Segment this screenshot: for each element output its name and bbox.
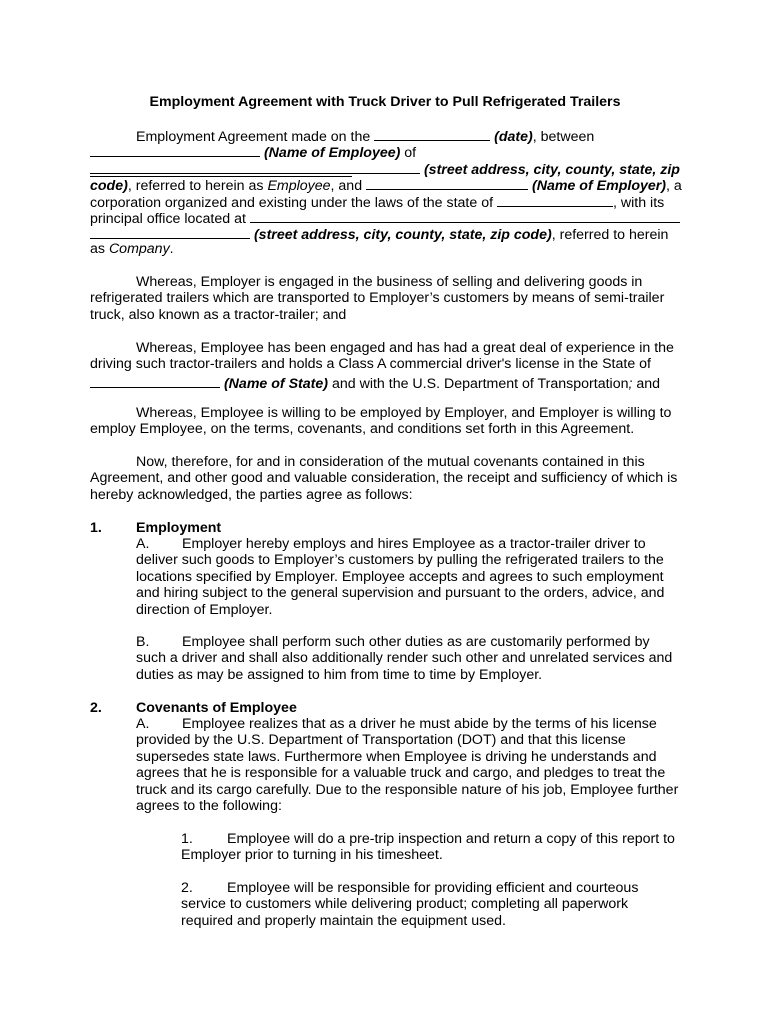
section-2-subitem-1: 1. Employee will do a pre-trip inspection and return a copy of this report to Employer prior to turning in his timesheet. <box>181 831 675 864</box>
document-title: Employment Agreement with Truck Driver to Pull Refrigerated Trailers <box>149 94 621 110</box>
section-1-item-a: A. Employer hereby employs and hires Employee as a tractor-trailer driver to deliver such goods to Employer’s customers by pulling the refrigerated trailers to the locations specified by Employer. Employee accepts and agrees to such employment and hiring subject to the general supervision and pursuant to the orders, advice, and direction of Employer. <box>136 536 665 618</box>
employee-name-blank <box>90 142 260 157</box>
office-address-blank-2 <box>90 224 250 239</box>
whereas-paragraph-3: Whereas, Employee is willing to be employed by Employer, and Employer is willing to employ Employee, on the terms, covenants, and conditions set forth in this Agreement. <box>90 405 672 438</box>
employer-name-blank <box>366 175 528 190</box>
state-name-blank <box>90 373 220 388</box>
section-1-item-b: B. Employee shall perform such other duties as are customarily performed by such a driver and shall also additionally render such other and unrelated services and duties as may be assigned to him from time to time by Employer. <box>136 634 673 683</box>
document-page: Employment Agreement with Truck Driver to Pull Refrigerated Trailers Employment Agreement made on the (date), between (Name of Employee) of (street address, city, county, state, zip code), referred to herein as Employee, and (Name of Employer), a corporation organized and existing under the laws of the state of , with its principal office located at (street address, city, county, state, zip code), referred to herein as Company. Whereas, Employer is engaged in the business of selling and delivering goods in refrigerated trailers which are transported to Employer’s customers by means of semi-trailer truck, also known as a tractor-trailer; and Whereas, Employee has been engaged and has had a great deal of experience in the driving such tractor-trailers and holds a Class A commercial driver's license in the State of (Name of State) and with the U.S. Department of Transportation; and Whereas, Employee is willing to be employed by Employer, and Employer is willing to employ Employee, on the terms, covenants, and conditions set forth in this Agreement. Now, therefore, for and in consideration of the mutual covenants contained in this Agreement, and other good and valuable consideration, the receipt and sufficiency of which is hereby acknowledged, the parties agree as follows: 1. Employment A. Employer hereby employs and hires Employee as a tractor-trailer driver to deliver such goods to Employer’s customers by pulling the refrigerated trailers to the locations specified by Employer. Employee accepts and agrees to such employment and hiring subject to the general supervision and pursuant to the orders, advice, and direction of Employer. B. Employee shall perform such other duties as are customarily performed by such a driver and shall also additionally render such other and unrelated services and duties as may be assigned to him from time to time by Employer. 2. Covenants of Employee A. Employee realizes that as a driver he must abide by the terms of his license provided by the U.S. Department of Transportation (DOT) and that this license supersedes state laws. Furthermore when Employee is driving he understands and agrees that he is responsible for a valuable truck and cargo, and pledges to treat the truck and its cargo carefully. Due to the responsible nature of his job, Employee further agrees to the following: 1. Employee will do a pre-trip inspection and return a copy of this report to Employer prior to turning in his timesheet. 2. Employee will be responsible for providing efficient and courteous service to customers while delivering product; completing all paperwork required and properly maintain the equipment used. <box>0 0 770 1024</box>
section-2-item-a: A. Employee realizes that as a driver he must abide by the terms of his license provided by the U.S. Department of Transportation (DOT) and that this license supersedes state laws. Furthermore when Employee is driving he understands and agrees that he is responsible for a valuable truck and cargo, and pledges to treat the truck and its cargo carefully. Due to the responsible nature of his job, Employee further agrees to the following: <box>136 716 679 815</box>
intro-paragraph: Employment Agreement made on the (date), between (Name of Employee) of (street address, city, county, state, zip code), referred to herein as Employee, and (Name of Employer), a corporation organized and existing under the laws of the state of , with its principal office located at (street address, city, county, state, zip code), referred to herein as Company. <box>90 126 680 257</box>
state-of-incorporation-blank <box>497 192 613 207</box>
whereas-paragraph-2: Whereas, Employee has been engaged and has had a great deal of experience in the driving such tractor-trailers and holds a Class A commercial driver's license in the State of (Name of State) and with the U.S. Department of Transportation; and <box>90 340 674 392</box>
section-2-subitem-2: 2. Employee will be responsible for providing efficient and courteous service to customers while delivering product; completing all paperwork required and properly maintain the equipment used. <box>181 880 639 929</box>
office-address-blank-1 <box>250 208 680 223</box>
whereas-paragraph-1: Whereas, Employer is engaged in the business of selling and delivering goods in refrigerated trailers which are transported to Employer’s customers by means of semi-trailer truck, also known as a tractor-trailer; and <box>90 274 665 323</box>
employee-address-blank-2 <box>90 159 420 174</box>
date-blank <box>374 126 490 141</box>
now-therefore-paragraph: Now, therefore, for and in consideration of the mutual covenants contained in this Agreement, and other good and valuable consideration, the receipt and sufficiency of which is hereby acknowledged, the parties agree as follows: <box>90 454 678 503</box>
